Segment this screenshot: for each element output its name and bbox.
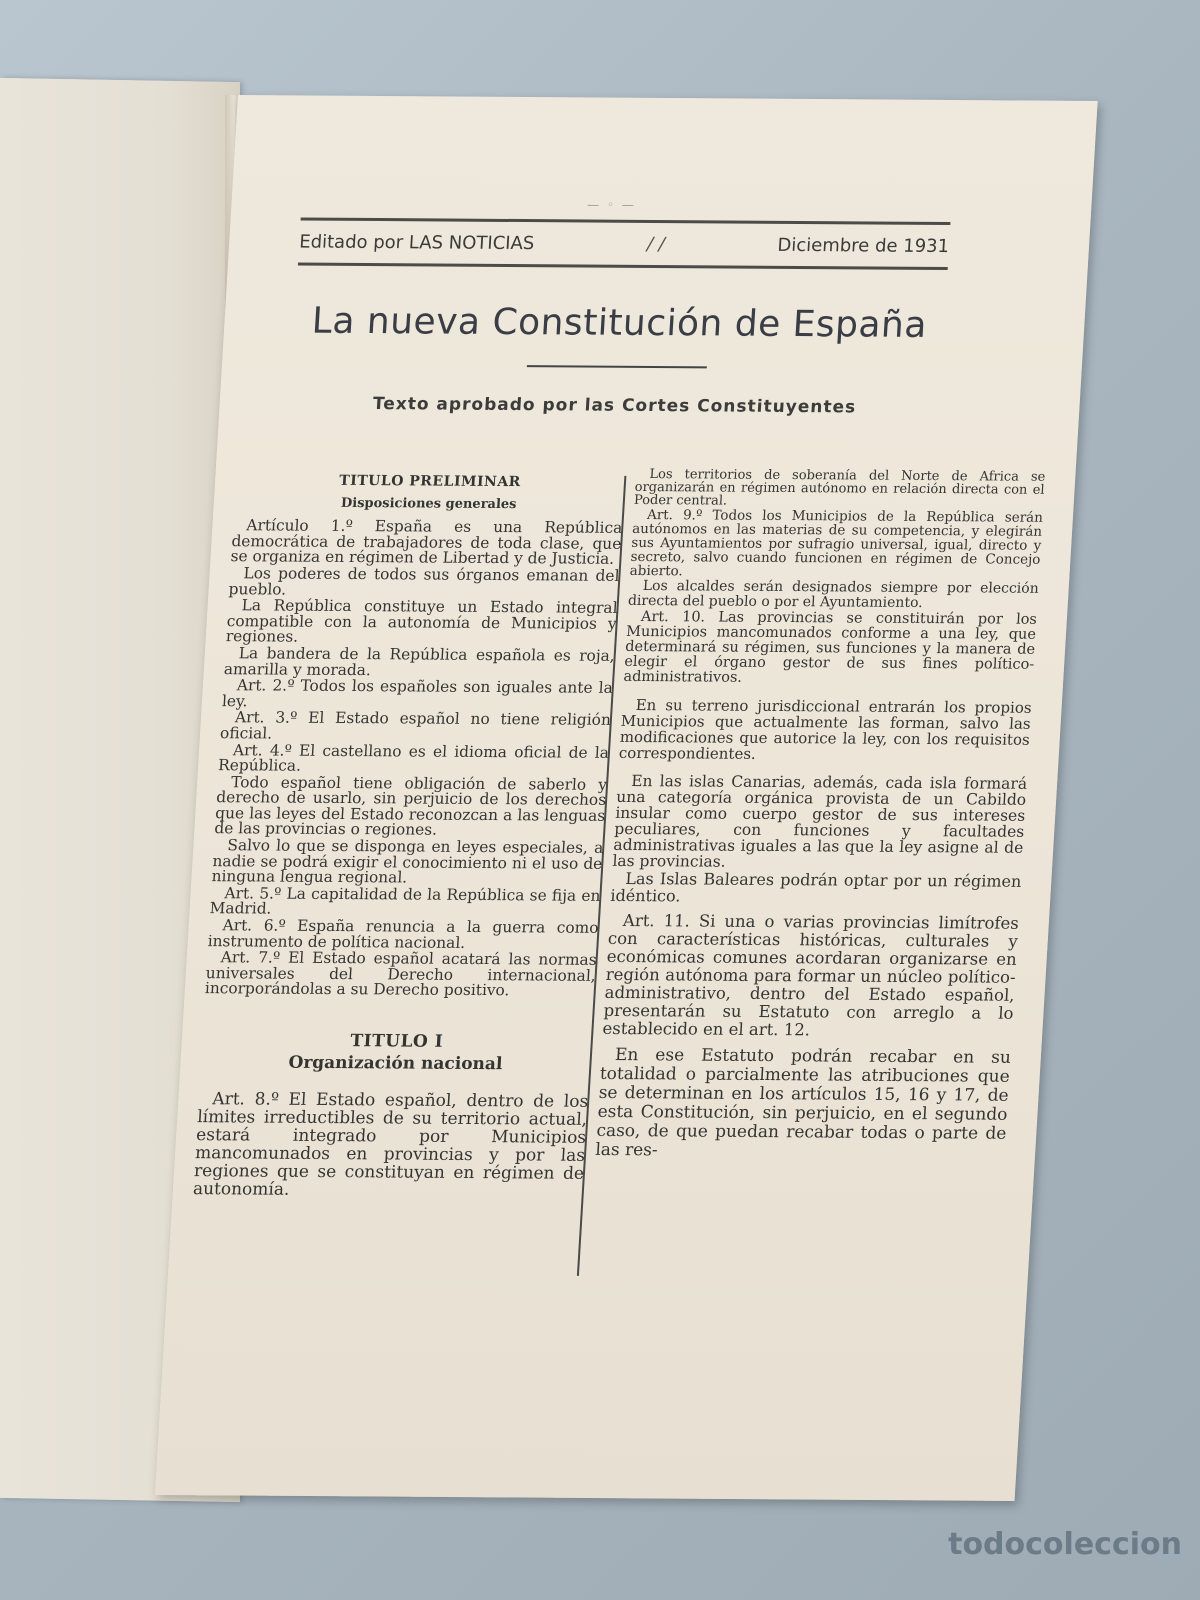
page-title: La nueva Constitución de España [310, 300, 929, 346]
left-column [192, 465, 625, 1202]
right-column [595, 468, 1046, 1164]
paragraph: Art. 11. Si una o varias provincias limítrofes con características históricas, culturales y económicas comunes acordaran organizarse en región autónoma para formar un núcleo político-administrativo, dentro del Estado español, presentarán su Estatuto con arreglo a lo establecido en el art. 12. [602, 911, 1020, 1040]
paragraph: Los alcaldes serán designados siempre por elección directa del pueblo o por el Ayuntamiento. [627, 578, 1040, 611]
page-subtitle: Texto aprobado por las Cortes Constituyentes [372, 394, 857, 418]
paragraph: Art. 9.º Todos los Municipios de la República serán autónomos en las materias de su competencia, y elegirán sus Ayuntamientos por sufragio universal, igual, directo y secreto, salvo cuando funcionen en régimen de Concejo abierto. [629, 507, 1044, 580]
paragraph: En su terreno jurisdiccional entrarán los propios Municipios que actualmente las forman, salvo las modificaciones que autorice la ley, con los requisitos correspondientes. [618, 696, 1033, 763]
paragraph: Art. 4.º El castellano es el idioma oficial de la República. [217, 740, 610, 775]
paragraph: Art. 3.º El Estado español no tiene religión oficial. [219, 708, 612, 743]
masthead [298, 217, 951, 270]
paragraph: Todo español tiene obligación de saberlo y derecho de usarlo, sin perjuicio de los derechos que las leyes del Estado reconozcan a las lenguas de las provincias o regiones. [213, 772, 608, 840]
masthead-separator: / / [646, 233, 666, 255]
paragraph: Art. 2.º Todos los españoles son iguales ante la ley. [221, 676, 614, 711]
paragraph: Art. 5.º La capitalidad de la República se fija en Madrid. [209, 884, 601, 918]
document-page [155, 95, 1098, 1501]
section-subheading: Organización nacional [287, 1052, 504, 1074]
paragraph: Art. 7.º El Estado español acatará las normas universales del Derecho internacional, incorporándolas a su Derecho positivo. [204, 948, 598, 1000]
watermark-logo: todocoleccion [948, 1527, 1182, 1562]
section-heading: TITULO PRELIMINAR [338, 472, 522, 491]
paragraph: Artículo 1.º España es una República democrática de trabajadores de toda clase, que se organiza en régimen de Libertad y de Justicia. [230, 516, 623, 569]
title-rule [527, 365, 707, 368]
paragraph: La bandera de la República española es roja, amarilla y morada. [223, 644, 616, 679]
issue-date: Diciembre de 1931 [776, 234, 950, 257]
paragraph: Los poderes de todos sus órganos emanan del pueblo. [228, 564, 620, 599]
ornament: — ◦ — [586, 197, 637, 212]
paragraph: Art. 8.º El Estado español, dentro de los límites irreductibles de su territorio actual, estará integrado por Municipios mancomunados en provincias y por las regiones que se constituyan en régimen de autonomía. [192, 1089, 589, 1200]
publisher: Editado por LAS NOTICIAS [298, 230, 535, 254]
paragraph: Art. 10. Las provincias se constituirán por los Municipios mancomunados conforme a una ley, que determinará su régimen, sus funciones y la manera de elegir el órgano gestor de sus fines político-administrativos. [622, 609, 1038, 686]
paragraph: Salvo lo que se disponga en leyes especiales, a nadie se podrá exigir el conocimiento ni el uso de ninguna lengua regional. [211, 836, 604, 887]
paragraph: En las islas Canarias, además, cada isla formará una categoría orgánica provista de un Cabildo insular como cuerpo gestor de sus intereses peculiares, con funciones y facultades administrativas iguales a las que la ley asigne al de las provincias. [611, 772, 1028, 871]
paragraph: En ese Estatuto podrán recabar en su totalidad o parcialmente las atribuciones que se determinan en los artículos 15, 16 y 17, de esta Constitución, sin perjuicio, en el segundo caso, de que puedan recabar todas o parte de las res- [594, 1045, 1012, 1161]
paragraph: Los territorios de soberanía del Norte de Africa se organizarán en régimen autónomo en relación directa con el Poder central. [633, 467, 1046, 509]
paragraph: La República constituye un Estado integral compatible con la autonomía de Municipios y regiones. [225, 596, 619, 646]
paragraph: Las Islas Baleares podrán optar por un régimen idéntico. [609, 869, 1022, 906]
section-heading: TITULO I [349, 1031, 444, 1052]
paragraph: Art. 6.º España renuncia a la guerra como instrumento de política nacional. [207, 916, 600, 952]
section-subheading: Disposiciones generales [340, 495, 517, 512]
